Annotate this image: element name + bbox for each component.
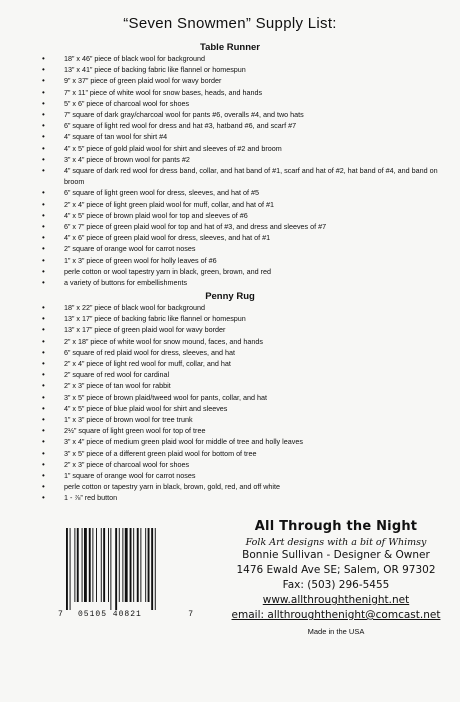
supply-item: • 2½” square of light green wool for top of tree [14, 425, 454, 436]
supply-item: • 6” square of red plaid wool for dress, sleeves, and hat [14, 347, 454, 358]
supply-item: • 1 - ⅞” red button [14, 492, 454, 503]
company-info [226, 519, 446, 636]
barcode-right-digit: 7 [188, 610, 194, 619]
company-tagline: Folk Art designs with a bit of Whimsy [245, 537, 427, 548]
company-owner: Bonnie Sullivan - Designer & Owner [242, 549, 430, 561]
supply-item: • 2” x 18” piece of white wool for snow mound, faces, and hands [14, 336, 454, 347]
supply-item: • 2” x 4” piece of light green plaid wool for muff, collar, and hat of #1 [14, 199, 454, 210]
supply-item: • 13” x 17” piece of green plaid wool for wavy border [14, 324, 454, 335]
supply-item: • 6” square of light green wool for dress, sleeves, and hat of #5 [14, 187, 454, 198]
supply-item: • perle cotton or tapestry yarn in black, brown, gold, red, and off white [14, 481, 454, 492]
supply-item: • 2” square of orange wool for carrot noses [14, 243, 454, 254]
supply-item: • 13” x 17” piece of backing fabric like flannel or homespun [14, 313, 454, 324]
supply-item: • perle cotton or wool tapestry yarn in black, green, brown, and red [14, 266, 454, 277]
supply-item: • 3” x 5” piece of brown plaid/tweed wool for pants, collar, and hat [14, 392, 454, 403]
supply-item: • 6” x 7” piece of green plaid wool for top and hat of #3, and dress and sleeves of #7 [14, 221, 454, 232]
supply-item: • 1” square of orange wool for carrot noses [14, 470, 454, 481]
company-address: 1476 Ewald Ave SE; Salem, OR 97302 [236, 564, 436, 576]
company-fax: Fax: (503) 296-5455 [282, 579, 390, 591]
supply-item: • a variety of buttons for embellishments [14, 277, 454, 288]
made-in-usa: Made in the USA [307, 627, 365, 636]
barcode [58, 528, 194, 622]
supply-item: • 3” x 5” piece of a different green plaid wool for bottom of tree [14, 448, 454, 459]
supply-item: • 18” x 22” piece of black wool for background [14, 302, 454, 313]
company-name: All Through the Night [254, 519, 418, 534]
supply-item: • 3” x 4” piece of brown wool for pants #2 [14, 154, 454, 165]
supply-item: • 4” square of dark red wool for dress band, collar, and hat band of #1, scarf and hat of #2, hat band of #4, and band on broom [14, 165, 454, 187]
supply-item: • 4” square of tan wool for shirt #4 [14, 131, 454, 142]
penny-rug-heading: Penny Rug [205, 291, 255, 302]
page-title: “Seven Snowmen” Supply List: [123, 15, 337, 32]
supply-item: • 1” x 3” piece of brown wool for tree trunk [14, 414, 454, 425]
supply-item: • 2” x 3” piece of tan wool for rabbit [14, 380, 454, 391]
supply-item: • 4” x 6” piece of green plaid wool for dress, sleeves, and hat of #1 [14, 232, 454, 243]
supply-item: • 1” x 3” piece of green wool for holly leaves of #6 [14, 255, 454, 266]
company-website-link[interactable]: www.allthroughthenight.net [262, 594, 410, 606]
penny-rug-list [14, 302, 454, 504]
supply-item: • 2” x 4” piece of light red wool for muff, collar, and hat [14, 358, 454, 369]
supply-item: • 6” square of light red wool for dress and hat #3, hatband #6, and scarf #7 [14, 120, 454, 131]
supply-item: • 3” x 4” piece of medium green plaid wool for middle of tree and holly leaves [14, 436, 454, 447]
table-runner-heading: Table Runner [200, 42, 260, 53]
supply-item: • 7” square of dark gray/charcoal wool for pants #6, overalls #4, and two hats [14, 109, 454, 120]
supply-item: • 9” x 37” piece of green plaid wool for wavy border [14, 75, 454, 86]
supply-item: • 4” x 5” piece of brown plaid wool for top and sleeves of #6 [14, 210, 454, 221]
supply-item: • 4” x 5” piece of blue plaid wool for shirt and sleeves [14, 403, 454, 414]
barcode-left-digit: 7 [58, 610, 64, 619]
barcode-code: 05105 40821 [78, 610, 142, 619]
supply-item: • 2” x 3” piece of charcoal wool for shoes [14, 459, 454, 470]
supply-item: • 5” x 6” piece of charcoal wool for shoes [14, 98, 454, 109]
barcode-bars [66, 528, 186, 610]
company-email-link[interactable]: email: allthroughthenight@comcast.net [231, 609, 441, 621]
supply-item: • 2” square of red wool for cardinal [14, 369, 454, 380]
supply-item: • 13” x 41” piece of backing fabric like flannel or homespun [14, 64, 454, 75]
supply-item: • 7” x 11” piece of white wool for snow bases, heads, and hands [14, 87, 454, 98]
supply-item: • 4” x 5” piece of gold plaid wool for shirt and sleeves of #2 and broom [14, 143, 454, 154]
table-runner-list [14, 53, 454, 288]
supply-item: • 18” x 46” piece of black wool for background [14, 53, 454, 64]
